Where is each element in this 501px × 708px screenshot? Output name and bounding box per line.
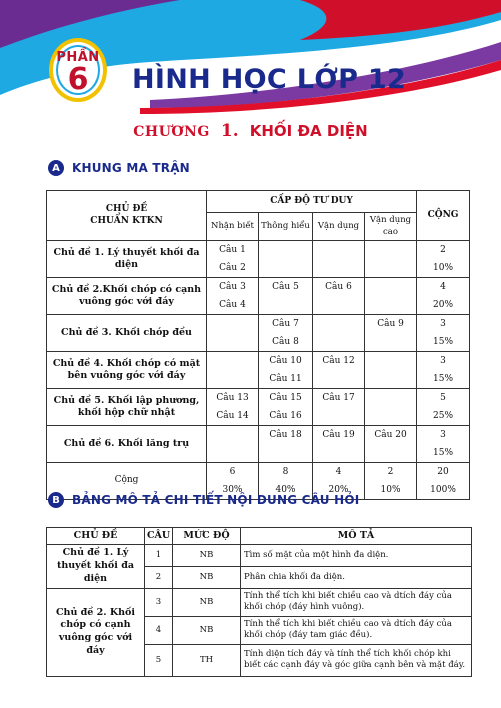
matrix-cell-value: 15%: [433, 374, 454, 384]
details-head-topic: CHỦ ĐỀ: [47, 528, 145, 545]
matrix-cell: [207, 278, 259, 315]
chapter-word: CHƯƠNG: [133, 124, 210, 140]
matrix-cell-value: Câu 2: [219, 263, 246, 273]
matrix-cell: [417, 278, 470, 315]
question-level: NB: [173, 567, 241, 589]
matrix-cell-value: [313, 407, 364, 425]
matrix-topic: Chủ đề 6. Khối lăng trụ: [47, 426, 207, 463]
matrix-cell: [313, 352, 365, 389]
matrix-cell-value: [207, 444, 258, 462]
matrix-cell-value: 3: [440, 430, 446, 440]
question-description: Tính diện tích đáy và tính thể tích khối chóp khi biết các cạnh đáy và góc giữa cạnh bên và mặt đáy.: [241, 644, 472, 676]
matrix-cell-value: 3: [440, 319, 446, 329]
matrix-cell: [365, 426, 417, 463]
matrix-cell-value: 2: [440, 245, 446, 255]
matrix-cell: [365, 463, 417, 500]
question-number: 2: [145, 567, 173, 589]
matrix-cell-value: [365, 259, 416, 277]
question-description: Phân chia khối đa diện.: [241, 567, 472, 589]
matrix-cell-value: [313, 333, 364, 351]
matrix-cell-value: Câu 11: [269, 374, 302, 384]
matrix-cell: [417, 463, 470, 500]
matrix-row: [47, 426, 470, 463]
chapter-number: 1.: [220, 121, 239, 141]
matrix-cell: [207, 426, 259, 463]
matrix-cell-value: Câu 5: [272, 282, 299, 292]
matrix-cell-value: [313, 259, 364, 277]
matrix-topic: Chủ đề 5. Khối lập phương, khối hộp chữ nhật: [47, 389, 207, 426]
details-head-description: MÔ TẢ: [241, 528, 472, 545]
question-description: Tìm số mặt của một hình đa diện.: [241, 545, 472, 567]
matrix-cell-value: [365, 389, 416, 407]
matrix-row: [47, 389, 470, 426]
level-header: Vận dụng cao: [365, 213, 417, 241]
matrix-cell-value: Câu 9: [377, 319, 404, 329]
matrix-cell-value: [259, 444, 312, 462]
matrix-cell-value: Câu 1: [219, 245, 246, 255]
matrix-cell-value: [365, 444, 416, 462]
matrix-cell-value: [365, 241, 416, 259]
matrix-cell-value: [207, 315, 258, 333]
matrix-cell: [207, 241, 259, 278]
question-number: 1: [145, 545, 173, 567]
details-table: [46, 527, 472, 677]
matrix-head-total: CỘNG: [417, 191, 470, 241]
part-number: 6: [67, 62, 89, 97]
matrix-cell-value: [207, 352, 258, 370]
matrix-cell-value: 25%: [433, 411, 454, 421]
question-level: NB: [173, 588, 241, 616]
level-header: Thông hiểu: [259, 213, 313, 241]
matrix-cell-value: Câu 4: [219, 300, 246, 310]
matrix-row: [47, 352, 470, 389]
matrix-cell: [313, 426, 365, 463]
matrix-cell-value: Câu 18: [269, 430, 302, 440]
matrix-cell-value: [365, 407, 416, 425]
matrix-cell-value: Câu 16: [269, 411, 302, 421]
question-level: NB: [173, 616, 241, 644]
matrix-cell-value: 2: [387, 467, 394, 477]
details-topic-cell: Chủ đề 2. Khối chóp có cạnh vuông góc với đáy: [47, 588, 145, 676]
level-header: Vận dụng: [313, 213, 365, 241]
matrix-cell-value: 40%: [275, 485, 296, 495]
details-head-level: MỨC ĐỘ: [173, 528, 241, 545]
matrix-row: [47, 315, 470, 352]
matrix-cell-value: [259, 296, 312, 314]
matrix-cell-value: Câu 3: [219, 282, 246, 292]
matrix-cell-value: [365, 296, 416, 314]
matrix-cell: [417, 426, 470, 463]
section-b-heading: [48, 491, 359, 509]
matrix-cell-value: [207, 370, 258, 388]
matrix-cell-value: 20%: [433, 300, 454, 310]
matrix-total-label: Cộng: [47, 463, 207, 500]
section-b-badge: B: [48, 492, 64, 508]
matrix-cell-value: 10%: [380, 485, 401, 495]
matrix-cell-value: [313, 315, 364, 333]
part-label: PHẦN: [56, 50, 100, 65]
matrix-cell-value: 20%: [328, 485, 349, 495]
matrix-cell: [417, 352, 470, 389]
matrix-cell-value: Câu 7: [272, 319, 299, 329]
chapter-heading: [0, 121, 501, 141]
matrix-cell-value: 30%: [222, 485, 243, 495]
matrix-topic: Chủ đề 3. Khối chóp đều: [47, 315, 207, 352]
question-number: 5: [145, 644, 173, 676]
matrix-cell: [365, 241, 417, 278]
question-description: Tính thể tích khi biết chiều cao và dtích đáy của khối chóp (đáy tam giác đều).: [241, 616, 472, 644]
matrix-topic: Chủ đề 2.Khối chóp có cạnh vuông góc với đáy: [47, 278, 207, 315]
matrix-cell: [259, 352, 313, 389]
matrix-cell: [365, 352, 417, 389]
matrix-cell: [417, 241, 470, 278]
matrix-cell: [207, 315, 259, 352]
matrix-cell: [313, 278, 365, 315]
question-number: 4: [145, 616, 173, 644]
matrix-cell-value: [259, 259, 312, 277]
question-level: TH: [173, 644, 241, 676]
matrix-cell-value: [207, 426, 258, 444]
matrix-cell: [259, 389, 313, 426]
matrix-cell-value: 8: [282, 467, 289, 477]
matrix-cell-value: [365, 278, 416, 296]
section-a-heading: [48, 159, 190, 177]
matrix-cell-value: 5: [440, 393, 446, 403]
matrix-cell-value: 6: [229, 467, 236, 477]
details-topic-cell: Chủ đề 1. Lý thuyết khối đa diện: [47, 545, 145, 588]
matrix-cell-value: Câu 20: [374, 430, 407, 440]
matrix-cell-value: Câu 12: [322, 356, 355, 366]
matrix-cell: [313, 315, 365, 352]
matrix-cell-value: Câu 15: [269, 393, 302, 403]
question-level: NB: [173, 545, 241, 567]
matrix-cell: [313, 241, 365, 278]
matrix-cell-value: 4: [335, 467, 342, 477]
matrix-cell: [207, 389, 259, 426]
matrix-cell: [365, 315, 417, 352]
matrix-cell-value: 20: [437, 467, 449, 477]
matrix-cell: [365, 389, 417, 426]
matrix-cell-value: Câu 19: [322, 430, 355, 440]
matrix-head-levels: CẤP ĐỘ TƯ DUY: [207, 191, 417, 213]
matrix-cell-value: 4: [440, 282, 446, 292]
matrix-cell-value: Câu 8: [272, 337, 299, 347]
matrix-topic: Chủ đề 4. Khối chóp có mặt bên vuông góc với đáy: [47, 352, 207, 389]
matrix-cell-value: [313, 296, 364, 314]
matrix-cell: [259, 315, 313, 352]
question-description: Tính thể tích khi biết chiều cao và dtích đáy của khối chóp (đáy hình vuông).: [241, 588, 472, 616]
section-a-title: KHUNG MA TRẬN: [72, 161, 190, 175]
matrix-cell-value: [313, 444, 364, 462]
matrix-table: [46, 190, 470, 500]
matrix-cell-value: 15%: [433, 448, 454, 458]
matrix-cell-value: [259, 241, 312, 259]
matrix-cell-value: Câu 13: [216, 393, 249, 403]
matrix-cell-value: Câu 17: [322, 393, 355, 403]
section-b-title: BẢNG MÔ TẢ CHI TIẾT NỘI DUNG CÂU HỎI: [72, 493, 360, 507]
matrix-cell: [259, 241, 313, 278]
matrix-row: [47, 241, 470, 278]
matrix-cell-value: 100%: [430, 485, 456, 495]
matrix-topic: Chủ đề 1. Lý thuyết khối đa diện: [47, 241, 207, 278]
page-title: HÌNH HỌC LỚP 12: [132, 64, 407, 95]
matrix-head-topic: CHỦ ĐỀ CHUẨN KTKN: [47, 191, 207, 241]
chapter-title: KHỐI ĐA DIỆN: [249, 122, 368, 140]
matrix-cell: [417, 315, 470, 352]
matrix-cell: [259, 278, 313, 315]
matrix-cell-value: Câu 6: [325, 282, 352, 292]
matrix-row: [47, 278, 470, 315]
matrix-cell-value: [207, 333, 258, 351]
matrix-cell: [365, 278, 417, 315]
matrix-cell: [259, 426, 313, 463]
matrix-cell-value: [365, 333, 416, 351]
matrix-cell-value: [365, 370, 416, 388]
matrix-cell-value: Câu 10: [269, 356, 302, 366]
matrix-cell-value: [313, 241, 364, 259]
section-a-badge: A: [48, 160, 64, 176]
matrix-cell-value: 10%: [433, 263, 454, 273]
matrix-cell-value: [365, 352, 416, 370]
matrix-cell: [417, 389, 470, 426]
matrix-cell-value: 15%: [433, 337, 454, 347]
question-number: 3: [145, 588, 173, 616]
matrix-cell: [207, 352, 259, 389]
matrix-cell-value: Câu 14: [216, 411, 249, 421]
level-header: Nhận biết: [207, 213, 259, 241]
matrix-cell: [313, 389, 365, 426]
matrix-cell-value: 3: [440, 356, 446, 366]
matrix-cell-value: [313, 370, 364, 388]
details-head-question: CÂU: [145, 528, 173, 545]
